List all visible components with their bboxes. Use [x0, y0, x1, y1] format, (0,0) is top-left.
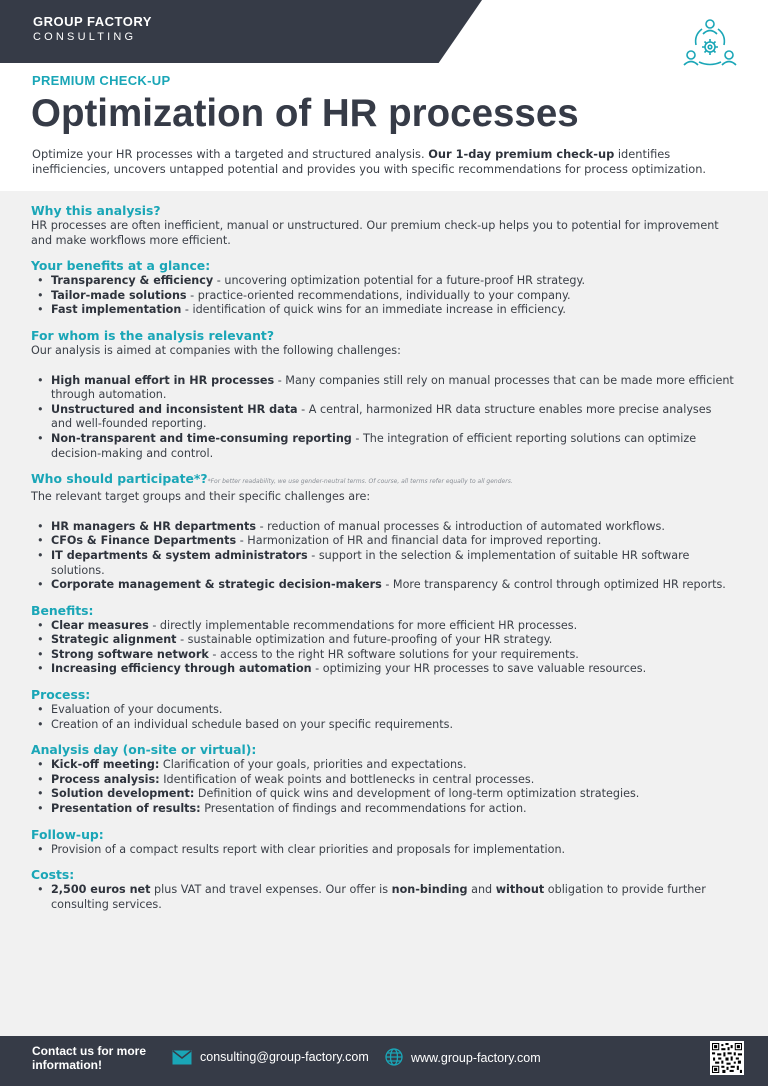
list-item: • Increasing efficiency through automation - optimizing your HR processes to save valuable resources. — [31, 662, 736, 677]
list-item: • 2,500 euros net plus VAT and travel expenses. Our offer is non-binding and without obligation to provide further consulting services. — [31, 883, 736, 912]
section-participants — [31, 471, 736, 593]
list-item: • IT departments & system administrators - support in the selection & implementation of suitable HR software solutions. — [31, 549, 736, 578]
globe-icon — [385, 1048, 403, 1066]
section-analysis-day — [31, 742, 736, 816]
section-costs — [31, 867, 736, 912]
list-item: • Evaluation of your documents. — [31, 703, 736, 718]
section-title: For whom is the analysis relevant? — [31, 327, 275, 343]
list-item: • Strong software network - access to the right HR software solutions for your requirements. — [31, 648, 736, 663]
list-item: • Transparency & efficiency - uncovering optimization potential for a future-proof HR strategy. — [31, 274, 736, 289]
team-cycle-icon — [682, 17, 738, 69]
content-panel — [0, 191, 768, 1036]
section-relevance — [31, 328, 736, 461]
section-title: Why this analysis? — [31, 203, 161, 218]
section-title: Benefits: — [31, 602, 94, 618]
list-item: • Presentation of results: Presentation of findings and recommendations for action. — [31, 802, 736, 817]
section-benefits — [31, 603, 736, 677]
list-item: • Kick-off meeting: Clarification of your goals, priorities and expectations. — [31, 758, 736, 773]
list-item: • Unstructured and inconsistent HR data - A central, harmonized HR data structure enables more precise analyses and well-founded reporting. — [31, 403, 736, 432]
section-benefits-glance — [31, 258, 736, 318]
section-title: Analysis day (on-site or virtual): — [31, 742, 257, 758]
bullet-list — [31, 274, 736, 318]
section-text: HR processes are often inefficient, manual or unstructured. Our premium check-up helps you to potential for improvement and make workflows more efficient. — [31, 219, 719, 247]
contact-cta: Contact us for more information! — [32, 1044, 147, 1072]
section-title: Follow-up: — [31, 826, 104, 842]
gender-note: *For better readability, we use gender-neutral terms. Of course, all terms refer equally to all genders. — [207, 478, 513, 486]
section-title: Costs: — [31, 867, 75, 883]
bullet-list — [31, 703, 736, 732]
list-item: • Fast implementation - identification of quick wins for an immediate increase in efficiency. — [31, 303, 736, 318]
bullet-list — [31, 843, 736, 858]
bullet-list — [31, 374, 736, 462]
company-logo — [33, 14, 152, 43]
logo-name: GROUP FACTORY — [33, 14, 152, 29]
list-item: • Strategic alignment - sustainable optimization and future-proofing of your HR strategy. — [31, 633, 736, 648]
bullet-list — [31, 883, 736, 912]
email-link[interactable]: consulting@group-factory.com — [200, 1050, 369, 1064]
kicker-label: PREMIUM CHECK-UP — [32, 73, 171, 88]
bullet-list — [31, 758, 736, 816]
section-title: Your benefits at a glance: — [31, 258, 211, 274]
section-title: Who should participate*?*For better readability, we use gender-neutral terms. Of course, all terms refer equally to all genders. — [31, 471, 513, 487]
list-item: • Process analysis: Identification of weak points and bottlenecks in central processes. — [31, 773, 736, 788]
section-followup — [31, 827, 736, 858]
mail-icon — [172, 1050, 192, 1065]
list-item: • HR managers & HR departments - reduction of manual processes & introduction of automated workflows. — [31, 520, 736, 535]
bullet-list — [31, 520, 736, 593]
qr-code-icon[interactable] — [710, 1041, 744, 1075]
page-title: Optimization of HR processes — [31, 92, 579, 135]
intro-text: Optimize your HR processes with a targeted and structured analysis. Our 1-day premium check-up identifies inefficiencies, uncovers untapped potential and provides you with specific recommendations for process optimization. — [32, 147, 707, 176]
list-item: • Creation of an individual schedule based on your specific requirements. — [31, 718, 736, 733]
list-item: • Clear measures - directly implementable recommendations for more efficient HR processes. — [31, 619, 736, 634]
section-text: Our analysis is aimed at companies with the following challenges: — [31, 343, 401, 357]
section-text: The relevant target groups and their specific challenges are: — [31, 490, 371, 504]
list-item: • Non-transparent and time-consuming reporting - The integration of efficient reporting solutions can optimize decision-making and control. — [31, 432, 736, 461]
list-item: • Corporate management & strategic decision-makers - More transparency & control through optimized HR reports. — [31, 578, 736, 593]
list-item: • Tailor-made solutions - practice-oriented recommendations, individually to your company. — [31, 289, 736, 304]
list-item: • CFOs & Finance Departments - Harmonization of HR and financial data for improved reporting. — [31, 534, 736, 549]
section-title: Process: — [31, 687, 91, 703]
bullet-list — [31, 619, 736, 677]
section-process — [31, 687, 736, 732]
logo-subline: CONSULTING — [33, 31, 137, 43]
list-item: • Provision of a compact results report with clear priorities and proposals for implementation. — [31, 843, 736, 858]
list-item: • Solution development: Definition of quick wins and development of long-term optimization strategies. — [31, 787, 736, 802]
footer-bar — [0, 1036, 768, 1086]
list-item: • High manual effort in HR processes - Many companies still rely on manual processes that can be made more efficient through automation. — [31, 374, 736, 403]
section-why — [31, 203, 736, 248]
website-link[interactable]: www.group-factory.com — [411, 1051, 541, 1065]
